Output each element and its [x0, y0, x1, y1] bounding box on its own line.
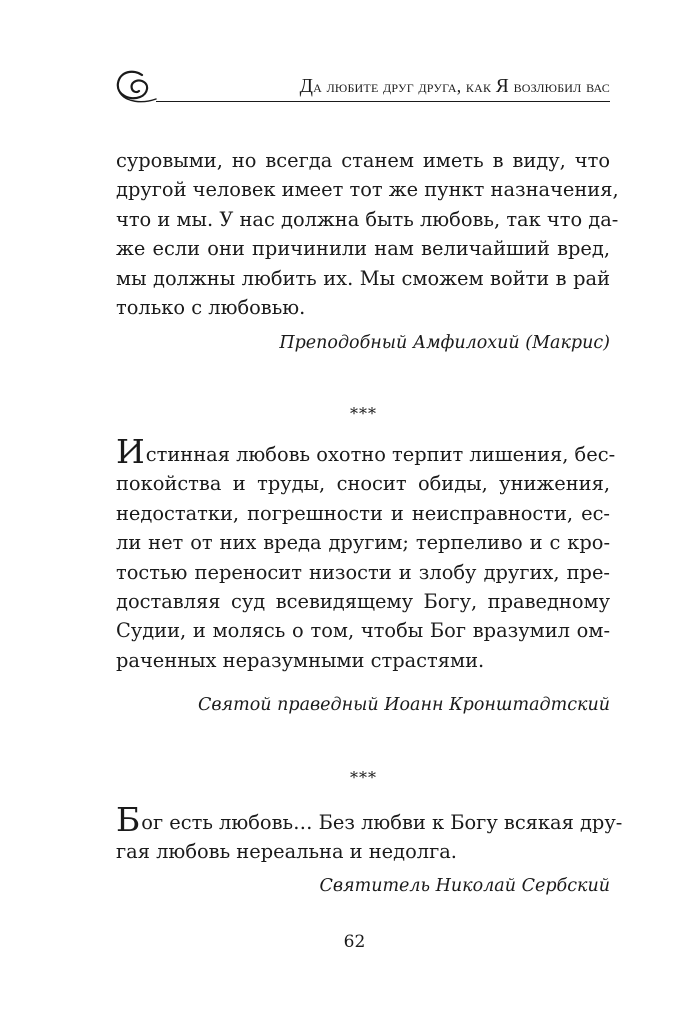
- text-line: Судии, и молясь о том, чтобы Бог вразумил ом-: [116, 619, 610, 643]
- swirl-ornament-icon: [112, 66, 162, 106]
- attribution-3: Святитель Николай Сербский: [319, 876, 610, 896]
- text-line: другой человек имеет тот же пункт назначения,: [116, 178, 619, 202]
- section-separator: ***: [350, 404, 377, 423]
- text-line: Истинная любовь охотно терпит лишения, бес-: [116, 432, 616, 471]
- text-line: же если они причинили нам величайший вред,: [116, 237, 610, 261]
- text-line: мы должны любить их. Мы сможем войти в рай: [116, 266, 610, 290]
- quote-block-1: [116, 146, 619, 322]
- text-line: недостатки, погрешности и неисправности, ес-: [116, 501, 610, 525]
- header-title: Да любите друг друга, как Я возлюбил вас: [299, 76, 610, 97]
- attribution-2: Святой праведный Иоанн Кронштадтский: [197, 695, 610, 715]
- running-header: [112, 62, 610, 106]
- text-line: только с любовью.: [116, 296, 306, 320]
- quote-block-2: [116, 432, 616, 675]
- drop-cap: Б: [116, 800, 141, 839]
- attribution-1: Преподобный Амфилохий (Макрис): [279, 333, 610, 353]
- text-line: суровыми, но всегда станем иметь в виду, что: [116, 149, 610, 172]
- header-rule: [156, 101, 610, 102]
- text-line: Бог есть любовь… Без любви к Богу всякая дру-: [116, 800, 623, 839]
- text-line: тостью переносит низости и злобу других, пре-: [116, 560, 610, 584]
- drop-cap: И: [116, 432, 145, 471]
- text-line: что и мы. У нас должна быть любовь, так что да-: [116, 207, 619, 231]
- text-line: раченных неразумными страстями.: [116, 648, 485, 672]
- text-line: доставляя суд всевидящему Богу, праведному: [116, 590, 610, 614]
- text-line: гая любовь нереальна и недолга.: [116, 840, 457, 864]
- page-number: 62: [343, 932, 366, 952]
- text-line: покойства и труды, сносит обиды, унижения,: [116, 472, 610, 496]
- section-separator: ***: [350, 768, 377, 787]
- quote-block-3: [116, 800, 623, 867]
- text-line: ли нет от них вреда другим; терпеливо и с кро-: [116, 531, 610, 555]
